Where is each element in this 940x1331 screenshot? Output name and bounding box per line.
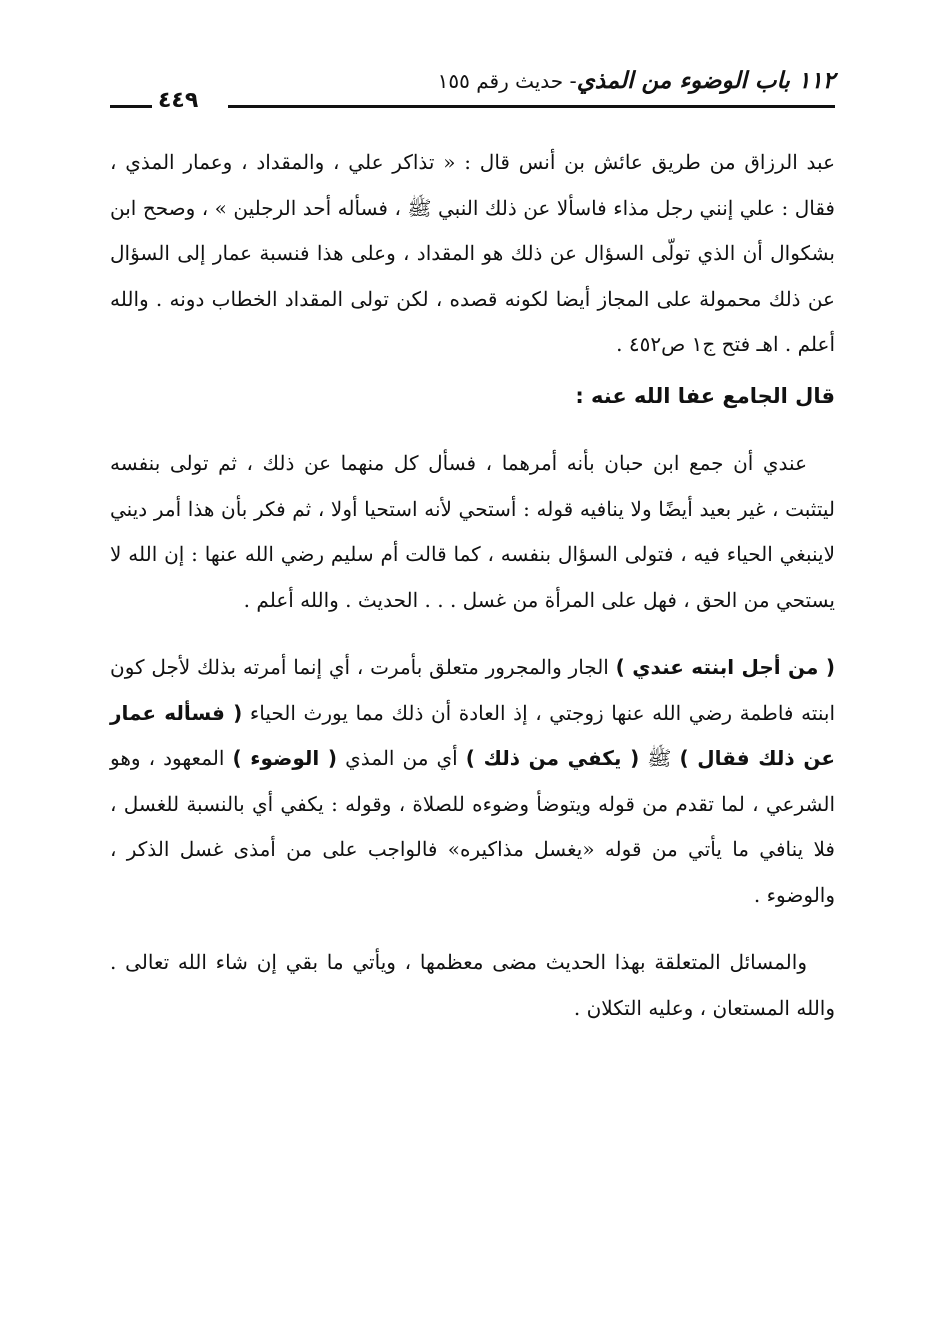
text-run: أي من المذي	[337, 746, 466, 770]
paragraph-continuation	[110, 140, 835, 368]
bold-phrase: ( يكفي من ذلك )	[465, 746, 640, 770]
page-header	[110, 60, 835, 120]
header-rule-right	[228, 105, 835, 108]
running-title	[438, 68, 835, 94]
bold-phrase: ( فسأله عمار عن ذلك فقال )	[110, 700, 836, 770]
text-run: ﷺ	[639, 746, 680, 770]
section-heading	[110, 374, 835, 420]
text-run: الجار والمجرور متعلق بأمرت ، أي إنما أمرته بذلك لأجل كون ابنته فاطمة رضي الله عنها زوجتي ، إذ العادة أن ذلك مما يورث الحياء	[110, 655, 836, 725]
bold-phrase: ( الوضوء )	[232, 746, 338, 770]
bold-phrase: ( من أجل ابنته عندي )	[615, 655, 835, 679]
text-run: عبد الرزاق من طريق عائش بن أنس قال : « تذاكر علي ، والمقداد ، وعمار المذي ، فقال : علي إنني رجل مذاء فاسألا عن ذلك النبي ﷺ ، فسأله أحد الرجلين » ، وصحح ابن بشكوال أن الذي تولّى السؤال عن ذلك هو المقداد ، وعلى هذا فنسبة عمار إلى السؤال عن ذلك محمولة على المجاز أيضا لكونه قصده ، لكن تولى المقداد الخطاب دونه . والله أعلم . اهـ فتح ج١ ص٤٥٢ .	[110, 150, 835, 356]
chapter-title: ١١٢ باب الوضوء من المذي	[576, 68, 835, 94]
text-run: عندي أن جمع ابن حبان بأنه أمرهما ، فسأل كل منهما عن ذلك ، ثم تولى بنفسه ليتثبت ، غير بعيد أيضًا ولا ينافيه قوله : أستحي لأنه استحيا أولا ، ثم فكر بأن هذا أمر ديني لاينبغي الحياء فيه ، فتولى السؤال بنفسه ، كما قالت أم سليم رضي الله عنها : إن الله لا يستحي من الحق ، فهل على المرأة من غسل . . . الحديث . والله أعلم .	[110, 451, 835, 612]
text-run: والمسائل المتعلقة بهذا الحديث مضى معظمها ، ويأتي ما بقي إن شاء الله تعالى . والله المستعان ، وعليه التكلان .	[110, 950, 835, 1020]
paragraph-closing	[110, 940, 835, 1031]
page-body	[110, 140, 835, 1031]
paragraph-explanation	[110, 645, 835, 918]
bold-phrase: قال الجامع عفا الله عنه :	[575, 383, 835, 408]
page-number: ٤٤٩	[158, 88, 199, 113]
paragraph-commentary	[110, 441, 835, 623]
text-run: المعهود ، وهو الشرعي ، لما تقدم من قوله ويتوضأ وضوءه للصلاة ، وقوله : يكفي أي بالنسبة للغسل ، فلا ينافي ما يأتي من قوله «يغسل مذاكيره» فالواجب على من أمذى غسل الذكر ، والوضوء .	[110, 746, 835, 907]
hadith-number: - حديث رقم ١٥٥	[437, 69, 577, 93]
header-rule-left	[110, 105, 152, 108]
